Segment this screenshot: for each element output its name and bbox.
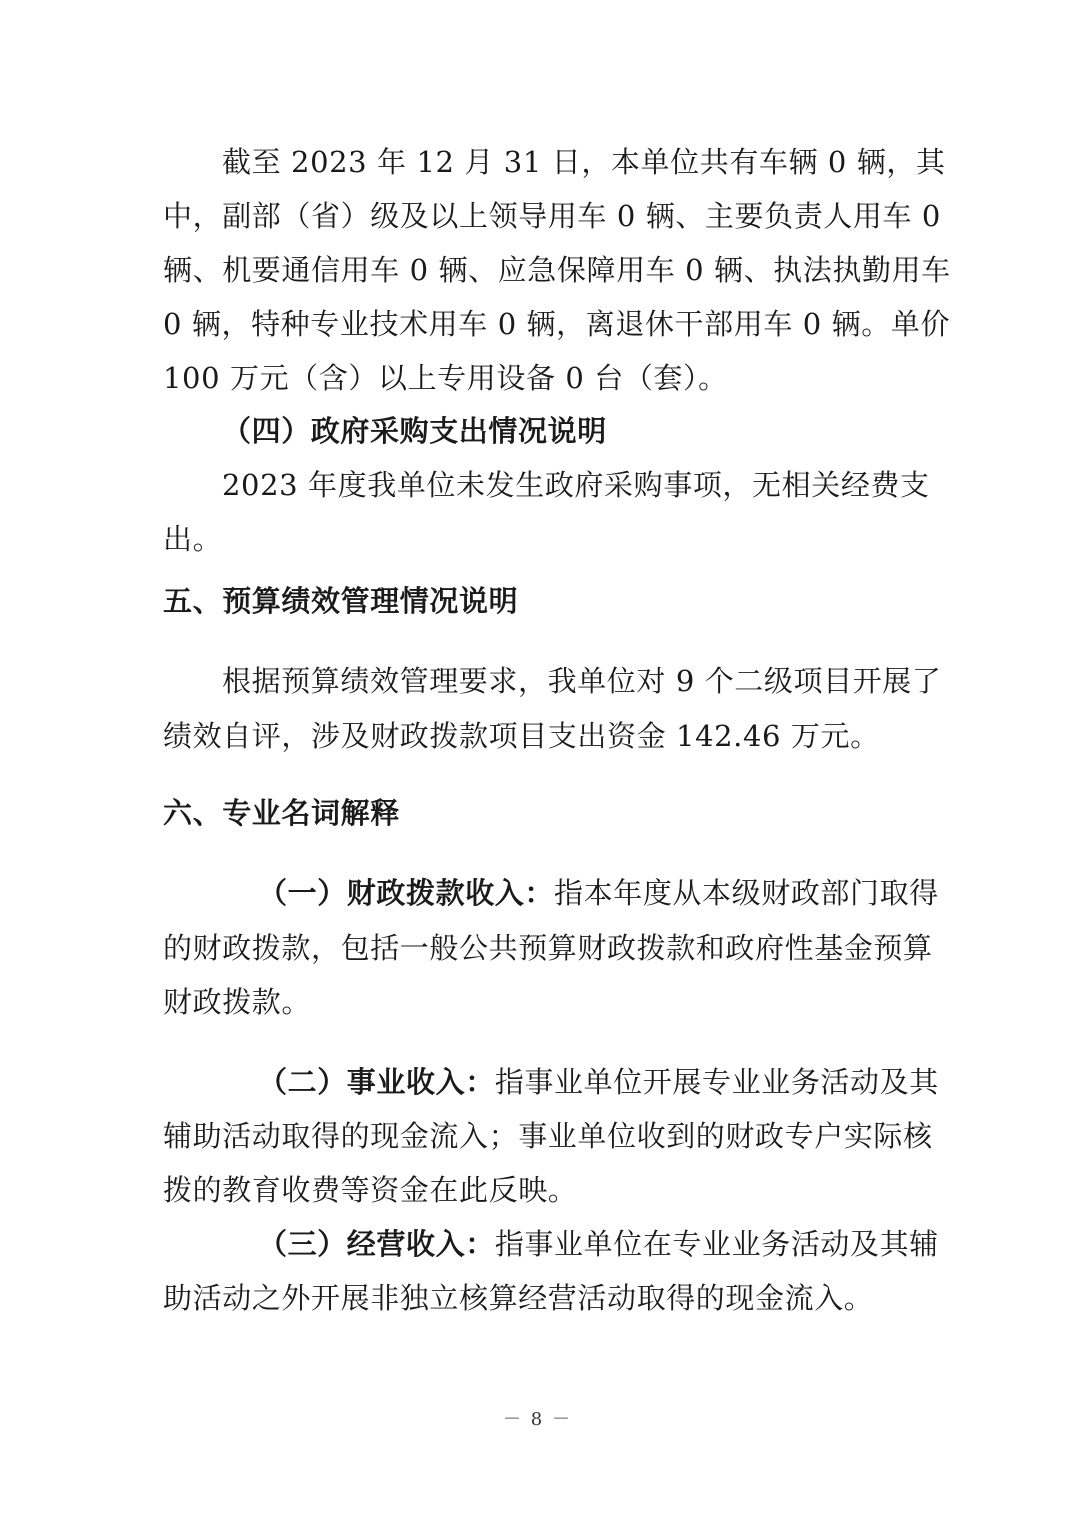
procurement-heading: （四）政府采购支出情况说明 (222, 414, 607, 448)
glossary-item-2-first-line (258, 1062, 939, 1102)
vehicles-line-5: 100 万元（含）以上专用设备 0 台（套）。 (163, 361, 728, 395)
glossary-item-2-term: （二）事业收入： (258, 1065, 495, 1099)
glossary-item-1-definition-start: 指本年度从本级财政部门取得 (554, 876, 939, 910)
vehicles-line-3: 辆、机要通信用车 0 辆、应急保障用车 0 辆、执法执勤用车 (163, 253, 951, 287)
glossary-item-2-definition-start: 指事业单位开展专业业务活动及其 (494, 1065, 939, 1099)
section-six-heading: 六、专业名词解释 (163, 796, 400, 830)
glossary-item-3-first-line (258, 1224, 939, 1264)
procurement-line-1: 2023 年度我单位未发生政府采购事项，无相关经费支 (222, 468, 930, 502)
glossary-item-1-term: （一）财政拨款收入： (258, 876, 555, 910)
glossary-item-3-definition-start: 指事业单位在专业业务活动及其辅 (494, 1227, 939, 1261)
glossary-item-3-term: （三）经营收入： (258, 1227, 495, 1261)
glossary-item-2-line-3: 拨的教育收费等资金在此反映。 (163, 1173, 578, 1207)
page-number: － 8 － (503, 1409, 572, 1430)
vehicles-line-1: 截至 2023 年 12 月 31 日，本单位共有车辆 0 辆，其 (222, 145, 946, 179)
performance-line-2: 绩效自评，涉及财政拨款项目支出资金 142.46 万元。 (163, 719, 880, 753)
vehicles-line-4: 0 辆，特种专业技术用车 0 辆，离退休干部用车 0 辆。单价 (163, 307, 951, 341)
glossary-item-3-line-2: 助活动之外开展非独立核算经营活动取得的现金流入。 (163, 1281, 874, 1315)
glossary-item-1-line-2: 的财政拨款，包括一般公共预算财政拨款和政府性基金预算 (163, 931, 933, 965)
procurement-line-2: 出。 (163, 522, 223, 556)
glossary-item-2-line-2: 辅助活动取得的现金流入；事业单位收到的财政专户实际核 (163, 1119, 933, 1153)
vehicles-line-2: 中，副部（省）级及以上领导用车 0 辆、主要负责人用车 0 (163, 199, 941, 233)
section-five-heading: 五、预算绩效管理情况说明 (163, 584, 519, 618)
performance-line-1: 根据预算绩效管理要求，我单位对 9 个二级项目开展了 (222, 664, 942, 698)
glossary-item-1-line-3: 财政拨款。 (163, 985, 312, 1019)
glossary-item-1-first-line (258, 873, 939, 913)
